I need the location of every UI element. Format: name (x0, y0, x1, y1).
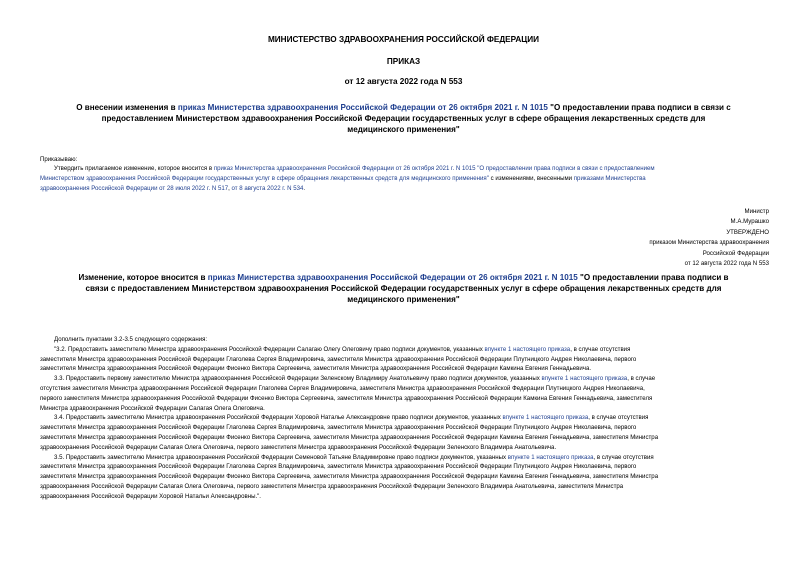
order-534-link[interactable]: от 8 августа 2022 г. N 534 (231, 184, 304, 192)
order-line3: здравоохранения Российской Федерации от 28 июля 2022 г. N 517, от 8 августа 2022 г. N 534. (40, 184, 306, 192)
change-title-line2: связи с предоставлением Министерством здравоохранения Российской Федерации государственных услуг в сфере обращения лекарственных средств для (85, 283, 722, 293)
p32-line2: заместителя Министра здравоохранения Российской Федерации Глаголева Сергея Владимировича, заместителя Министра здравоохранения Российской Федерации Плутницкого Андрея Николаевича, первого (40, 355, 637, 363)
order-line1: Утвердить прилагаемое изменение, которое вносится в приказ Министерства здравоохранения Российской Федерации от 26 октября 2021 г. N 1015 "О предоставлении права подписи в связи с предоставлением (54, 165, 655, 172)
p32-line1: "3.2. Предоставить заместителю Министра здравоохранения Российской Федерации Салагаю Олегу Олеговичу право подписи документов, указанных впункте 1 настоящего приказа, в случае отсутствия (54, 345, 631, 353)
doc-title (0, 103, 807, 135)
change-title-line3: медицинского применения" (347, 294, 460, 304)
approved-line3: от 12 августа 2022 года N 553 (684, 260, 769, 268)
order-link-1015[interactable]: приказ Министерства здравоохранения Российской Федерации от 26 октября 2021 г. N 1015 "О предоставлении права подписи в связи с предоставлением (213, 165, 655, 172)
signature-name: М.А.Мурашко (730, 218, 769, 226)
doc-type-heading: ПРИКАЗ (386, 57, 421, 66)
p35-point1-link[interactable]: впункте 1 настоящего приказа (507, 453, 594, 461)
change-order-1015-link[interactable]: приказ Министерства здравоохранения Российской Федерации от 26 октября 2021 г. N 1015 (207, 273, 578, 282)
p35-line1: 3.5. Предоставить заместителю Министра здравоохранения Российской Федерации Семеновой Татьяне Владимировне право подписи документов, указанных впункте 1 настоящего приказа, в случае отсутствия (54, 453, 654, 461)
change-title-line1: Изменение, которое вносится в приказ Министерства здравоохранения Российской Федерации от 26 октября 2021 г. N 1015 "О предоставлении права подписи в (78, 273, 729, 282)
order-link-1015-cont[interactable]: Министерством здравоохранения Российской Федерации государственных услуг в сфере обращения лекарственных средств для медицинского применения" (40, 174, 489, 182)
amendments-link[interactable]: приказами Министерства (573, 174, 646, 182)
p34-line2: заместителя Министра здравоохранения Российской Федерации Глаголева Сергея Владимировича, заместителя Министра здравоохранения Российской Федерации Плутницкого Андрея Николаевича, первого (40, 424, 637, 432)
p34-line1: 3.4. Предоставить заместителю Министра здравоохранения Российской Федерации Хоровой Наталье Александровне право подписи документов, указанных впункте 1 настоящего приказа, в случае отсутствия (54, 414, 649, 422)
approved-line1: приказом Министерства здравоохранения (649, 239, 769, 247)
p33-point1-link[interactable]: впункте 1 настоящего приказа (541, 375, 628, 383)
doc-title-line1: О внесении изменения в приказ Министерства здравоохранения Российской Федерации от 26 октября 2021 г. N 1015 "О предоставлении права подписи в связи с (76, 103, 731, 112)
p35-line4: здравоохранения Российской Федерации Салагая Олега Олеговича, первого заместителя Министра здравоохранения Российской Федерации Зеленского Владимира Анатольевича, заместителя Министра (40, 482, 624, 490)
doc-date-number: от 12 августа 2022 года N 553 (344, 77, 463, 86)
approved-line2: Российской Федерации (702, 249, 769, 257)
p33-line3: первого заместителя Министра здравоохранения Российской Федерации Фисенко Виктора Сергеевича, заместителя Министра здравоохранения Российской Федерации Камкина Евгения Геннадьевича, заместителя (40, 394, 653, 402)
order-517-link[interactable]: здравоохранения Российской Федерации от 28 июля 2022 г. N 517 (40, 184, 229, 192)
p33-line1: 3.3. Предоставить первому заместителю Министра здравоохранения Российской Федерации Зеленскому Владимиру Анатольевичу право подписи документов, указанных впункте 1 настоящего приказа, в случае (54, 375, 656, 383)
order-line2: Министерством здравоохранения Российской Федерации государственных услуг в сфере обращения лекарственных средств для медицинского применения" с изменениями, внесенными приказами Министерства (40, 174, 646, 182)
p34-line4: здравоохранения Российской Федерации Салагая Олега Олеговича, первого заместителя Министра здравоохранения Российской Федерации Зеленского Владимира Анатольевича. (40, 443, 557, 451)
p32-point1-link[interactable]: впункте 1 настоящего приказа (484, 345, 571, 353)
doc-title-line3: медицинского применения" (347, 124, 460, 134)
signature-position: Министр (744, 208, 769, 215)
change-title (0, 273, 807, 305)
order-label: Приказываю: (40, 156, 78, 163)
p33-line2: отсутствия заместителя Министра здравоохранения Российской Федерации Глаголева Сергея Владимировича, заместителя Министра здравоохранения Российской Федерации Плутницкого Андрея Николаевича, (40, 384, 645, 392)
approved-word: УТВЕРЖДЕНО (726, 228, 769, 236)
p35-line2: заместителя Министра здравоохранения Российской Федерации Глаголева Сергея Владимировича, заместителя Министра здравоохранения Российской Федерации Плутницкого Андрея Николаевича, первого (40, 463, 637, 471)
change-intro: Дополнить пунктами 3.2-3.5 следующего содержания: (54, 336, 208, 343)
p32-line3: заместителя Министра здравоохранения Российской Федерации Фисенко Виктора Сергеевича, заместителя Министра здравоохранения Российской Федерации Камкина Евгения Геннадьевича. (40, 365, 592, 373)
signature-block (519, 207, 769, 269)
p35-line5: здравоохранения Российской Федерации Хоровой Натальи Александровны.". (40, 492, 261, 500)
order-paragraph (40, 164, 770, 193)
p33-line4: Министра здравоохранения Российской Федерации Салагая Олега Олеговича. (40, 404, 265, 412)
p35-line3: заместителя Министра здравоохранения Российской Федерации Фисенко Виктора Сергеевича, заместителя Министра здравоохранения Российской Федерации Камкина Евгения Геннадьевича, заместителя Министра (40, 473, 659, 481)
p34-line3: заместителя Министра здравоохранения Российской Федерации Фисенко Виктора Сергеевича, заместителя Министра здравоохранения Российской Федерации Камкина Евгения Геннадьевича, заместителя Министра (40, 433, 659, 441)
order-1015-link[interactable]: приказ Министерства здравоохранения Российской Федерации от 26 октября 2021 г. N 1015 (177, 103, 548, 112)
doc-title-line2: предоставлением Министерством здравоохранения Российской Федерации государственных услуг в сфере обращения лекарственных средств для (101, 113, 706, 123)
change-body (40, 335, 770, 502)
ministry-heading: МИНИСТЕРСТВО ЗДРАВООХРАНЕНИЯ РОССИЙСКОЙ ФЕДЕРАЦИИ (267, 35, 540, 44)
p34-point1-link[interactable]: впункте 1 настоящего приказа (502, 414, 589, 422)
